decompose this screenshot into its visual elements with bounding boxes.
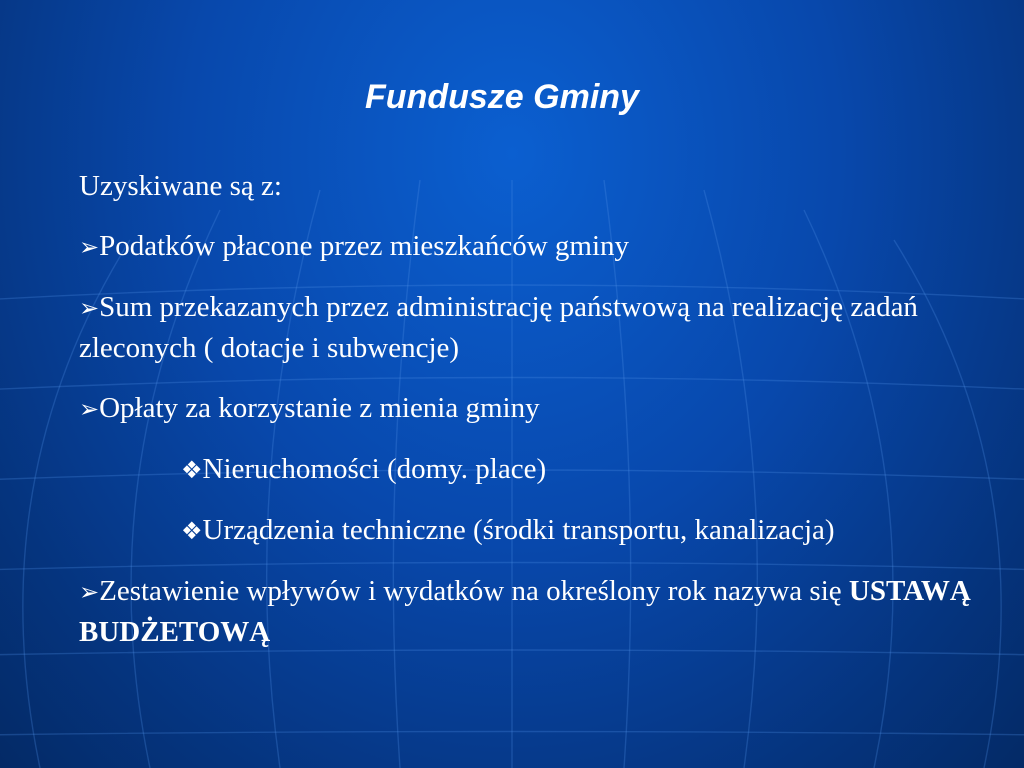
sub-bullet-item [181,449,979,490]
bullet-text: Sum przekazanych przez administrację państwową na realizację zadań zleconych ( dotacje i subwencje) [79,291,918,364]
slide-content [79,166,979,672]
bullet-item [79,226,979,267]
sub-bullet-text: Nieruchomości (domy. place) [202,453,547,485]
budget-act-term: USTAWĄ BUDŻETOWĄ [79,575,971,648]
diamond-bullet-icon: ❖ [181,517,203,545]
bullet-item [79,571,979,652]
bullet-text: Podatków płacone przez mieszkańców gminy [99,230,629,262]
diamond-bullet-icon: ❖ [181,456,203,484]
sub-bullet-item [181,510,979,551]
arrow-bullet-icon: ➢ [79,395,100,423]
slide-title: Fundusze Gminy [365,78,639,116]
arrow-bullet-icon: ➢ [79,233,100,261]
sub-bullet-text: Urządzenia techniczne (środki transportu, kanalizacja) [202,514,835,546]
intro-text: Uzyskiwane są z: [79,170,282,202]
arrow-bullet-icon: ➢ [79,578,100,606]
arrow-bullet-icon: ➢ [79,294,100,322]
bullet-item [79,388,979,429]
bullet-text: Zestawienie wpływów i wydatków na określony rok nazywa się [99,575,849,607]
bullet-text: Opłaty za korzystanie z mienia gminy [99,392,540,424]
bullet-item [79,287,979,368]
